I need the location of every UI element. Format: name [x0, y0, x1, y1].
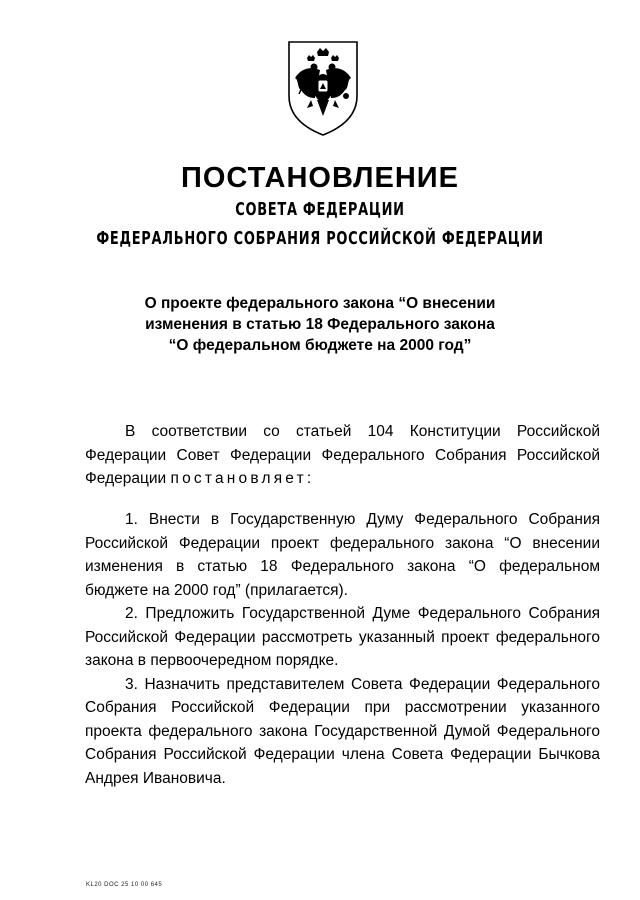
preamble-paragraph [85, 420, 600, 491]
issuer-line-2: ФЕДЕРАЛЬНОГО СОБРАНИЯ РОССИЙСКОЙ ФЕДЕРАЦИИ [96, 228, 544, 249]
subject-line-3: “О федеральном бюджете на 2000 год” [168, 337, 472, 354]
document-type-title: ПОСТАНОВЛЕНИЕ [181, 162, 459, 194]
issuer-line-1: СОВЕТА ФЕДЕРАЦИИ [235, 199, 405, 220]
document-subject [60, 293, 580, 356]
resolution-item: 1. Внести в Государственную Думу Федерального Собрания Российской Федерации проект федерального закона “О внесении изменения в статью 18 Федерального закона “О федеральном бюджете на 2000 год” (прилагается). [85, 511, 600, 599]
document-code: KL20 DOC 25 10 00 645 [86, 882, 163, 888]
resolution-item: 2. Предложить Государственной Думе Федерального Собрания Российской Федерации рассмотреть указанный проект федерального закона в первоочередном порядке. [85, 605, 600, 669]
decree-word: постановляет: [170, 470, 315, 487]
subject-line-2: изменения в статью 18 Федерального закона [145, 316, 495, 333]
russian-coat-of-arms-icon [285, 38, 361, 138]
preamble-text: В соответствии со статьей 104 Конституции Российской Федерации Совет Федерации Федерального Собрания Российской Федерации [85, 423, 600, 487]
resolution-items [85, 508, 600, 790]
subject-line-1: О проекте федерального закона “О внесении [144, 295, 496, 312]
resolution-item: 3. Назначить представителем Совета Федерации Федерального Собрания Российской Федерации при рассмотрении указанного проекта федерального закона Государственной Думой Федерального Собрания Российской Федерации члена Совета Федерации Бычкова Андрея Ивановича. [85, 675, 600, 787]
